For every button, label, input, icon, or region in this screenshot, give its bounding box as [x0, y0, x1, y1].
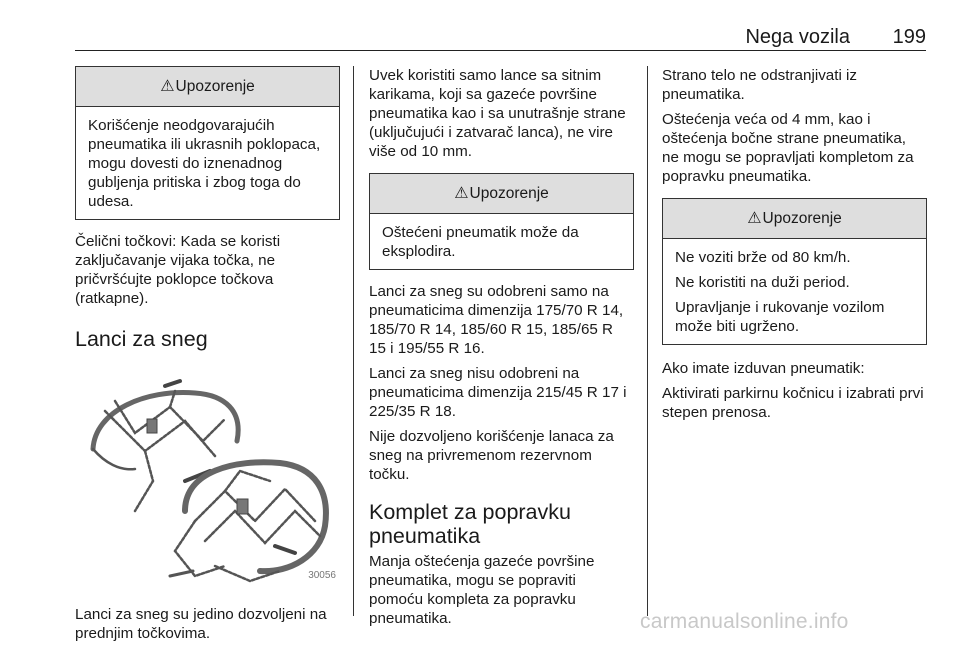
warning-triangle-icon: ⚠ — [160, 78, 175, 95]
paragraph-flat-tire: Ako imate izduvan pneumatik: — [662, 360, 865, 377]
page-header — [75, 22, 926, 51]
heading-repair-kit: Komplet za popravku pneumatika — [369, 500, 571, 548]
warning-item: Ne koristiti na duži period. — [675, 274, 850, 291]
warning-box-tires — [75, 66, 340, 220]
column-3 — [662, 66, 927, 428]
warning-header — [370, 174, 633, 214]
column-divider-1 — [353, 66, 354, 616]
figure-id: 30056 — [308, 570, 336, 581]
paragraph-damage-limits: Oštećenja veća od 4 mm, kao i oštećenja bočne strane pneumatika, ne mogu se popravljati kompletom za popravku pneumatika. — [662, 111, 914, 185]
column-1 — [75, 66, 340, 649]
warning-item: Ne voziti brže od 80 km/h. — [675, 249, 851, 266]
section-title: Nega vozila — [745, 26, 850, 48]
paragraph-parking-brake: Aktivirati parkirnu kočnicu i izabrati prvi stepen prenosa. — [662, 385, 924, 421]
warning-text: Oštećeni pneumatik može da eksplodira. — [382, 224, 579, 260]
snow-chains-drawing — [75, 371, 340, 591]
column-divider-2 — [647, 66, 648, 616]
paragraph-not-approved-sizes: Lanci za sneg nisu odobreni na pneumaticima dimenzija 215/45 R 17 i 225/35 R 18. — [369, 365, 627, 420]
column-2 — [369, 66, 634, 634]
warning-body — [370, 214, 633, 269]
paragraph-foreign-body: Strano telo ne odstranjivati iz pneumatika. — [662, 67, 858, 103]
warning-body — [663, 239, 926, 344]
paragraph-front-wheels: Lanci za sneg su jedino dozvoljeni na prednjim točkovima. — [75, 606, 327, 642]
warning-box-damaged-tire — [369, 173, 634, 270]
warning-title: Upozorenje — [762, 210, 842, 227]
paragraph-steel-wheels: Čelični točkovi: Kada se koristi zaključavanje vijaka točka, ne pričvršćujte poklopce točkova (ratkapne). — [75, 233, 281, 307]
warning-triangle-icon: ⚠ — [454, 185, 469, 202]
snow-chains-illustration — [75, 371, 340, 591]
warning-title: Upozorenje — [469, 185, 549, 202]
page-number: 199 — [892, 26, 926, 48]
warning-body — [76, 107, 339, 219]
heading-snow-chains: Lanci za sneg — [75, 327, 208, 351]
warning-item: Upravljanje i rukovanje vozilom može biti ugrženo. — [675, 299, 885, 335]
warning-header — [663, 199, 926, 239]
warning-box-repair-kit — [662, 198, 927, 345]
paragraph-repair-kit: Manja oštećenja gazeće površine pneumatika, mogu se popraviti pomoću kompleta za popravku pneumatika. — [369, 553, 595, 627]
warning-text: Korišćenje neodgovarajućih pneumatika ili ukrasnih poklopaca, mogu dovesti do iznenadnog gubljenja pritiska i zbog toga do udesa. — [88, 117, 321, 210]
paragraph-spare-wheel: Nije dozvoljeno korišćenje lanaca za sneg na privremenom rezervnom točku. — [369, 428, 614, 483]
watermark: carmanualsonline.info — [640, 610, 849, 633]
paragraph-approved-sizes: Lanci za sneg su odobreni samo na pneumaticima dimenzija 175/70 R 14, 185/70 R 14, 185/60 R 15, 185/65 R 15 i 195/55 R 16. — [369, 283, 624, 357]
warning-triangle-icon: ⚠ — [747, 210, 762, 227]
paragraph-chain-links: Uvek koristiti samo lance sa sitnim karikama, koji sa gazeće površine pneumatika kao i sa unutrašnje strane (uključujući i zatvarač lanca), ne vire više od 10 mm. — [369, 67, 626, 160]
warning-header — [76, 67, 339, 107]
warning-title: Upozorenje — [175, 78, 255, 95]
